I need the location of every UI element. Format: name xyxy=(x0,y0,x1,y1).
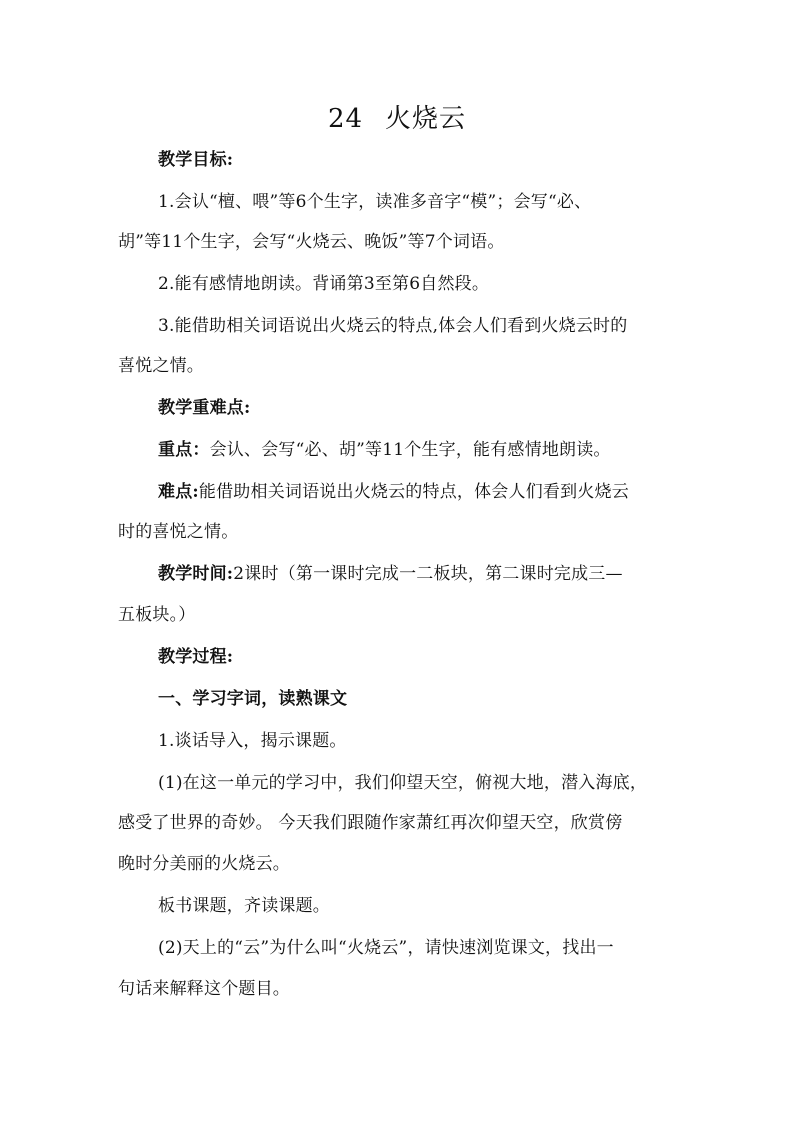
difficult-point-text: 能借助相关词语说出火烧云的特点，体会人们看到火烧云 xyxy=(198,482,629,502)
key-point-line xyxy=(158,438,683,462)
paragraph-2: 板书课题，齐读课题。 xyxy=(158,896,330,916)
process-heading: 教学过程: xyxy=(158,647,234,667)
objective-1-line-1: 1.会认“檀、喂”等6个生字，读准多音字“模”；会写“必、 xyxy=(158,192,592,212)
teaching-time-text: 2课时（第一课时完成一二板块，第二课时完成三— xyxy=(233,564,623,584)
section-1-heading: 一、学习字词，读熟课文 xyxy=(158,689,348,709)
objective-2: 2.能有感情地朗读。背诵第3至第6自然段。 xyxy=(158,274,490,294)
difficult-point-label: 难点: xyxy=(158,482,199,502)
paragraph-3-line-2: 句话来解释这个题目。 xyxy=(118,979,290,999)
paragraph-3-line-1: (2)天上的“云”为什么叫“火烧云”，请快速浏览课文，找出一 xyxy=(158,938,614,958)
paragraph-1-line-2: 感受了世界的奇妙。 今天我们跟随作家萧红再次仰望天空，欣赏傍 xyxy=(118,813,623,833)
objective-1-line-2: 胡”等11个生字，会写“火烧云、晚饭”等7个词语。 xyxy=(118,232,505,252)
difficult-point-line-2: 时的喜悦之情。 xyxy=(118,522,239,542)
teaching-time-label: 教学时间: xyxy=(158,564,234,584)
paragraph-1-line-1: (1)在这一单元的学习中，我们仰望天空，俯视大地，潜入海底， xyxy=(158,773,648,793)
lesson-title xyxy=(0,101,794,137)
key-point-label: 重点： xyxy=(158,440,210,460)
teaching-time-line-2: 五板块。） xyxy=(118,605,196,625)
objectives-heading: 教学目标: xyxy=(158,150,234,170)
lesson-title-text: 火烧云 xyxy=(385,104,467,134)
lesson-number: 24 xyxy=(327,104,364,134)
difficult-point-line-1 xyxy=(158,480,683,504)
objective-3-line-2: 喜悦之情。 xyxy=(118,356,204,376)
key-point-text: 会认、会写“必、胡”等11个生字，能有感情地朗读。 xyxy=(209,440,611,460)
keypoints-heading: 教学重难点: xyxy=(158,398,251,418)
step-1: 1.谈话导入，揭示课题。 xyxy=(158,731,347,751)
teaching-time-line-1 xyxy=(158,562,683,586)
paragraph-1-line-3: 晚时分美丽的火烧云。 xyxy=(118,854,290,874)
objective-3-line-1: 3.能借助相关词语说出火烧云的特点,体会人们看到火烧云时的 xyxy=(158,316,628,336)
